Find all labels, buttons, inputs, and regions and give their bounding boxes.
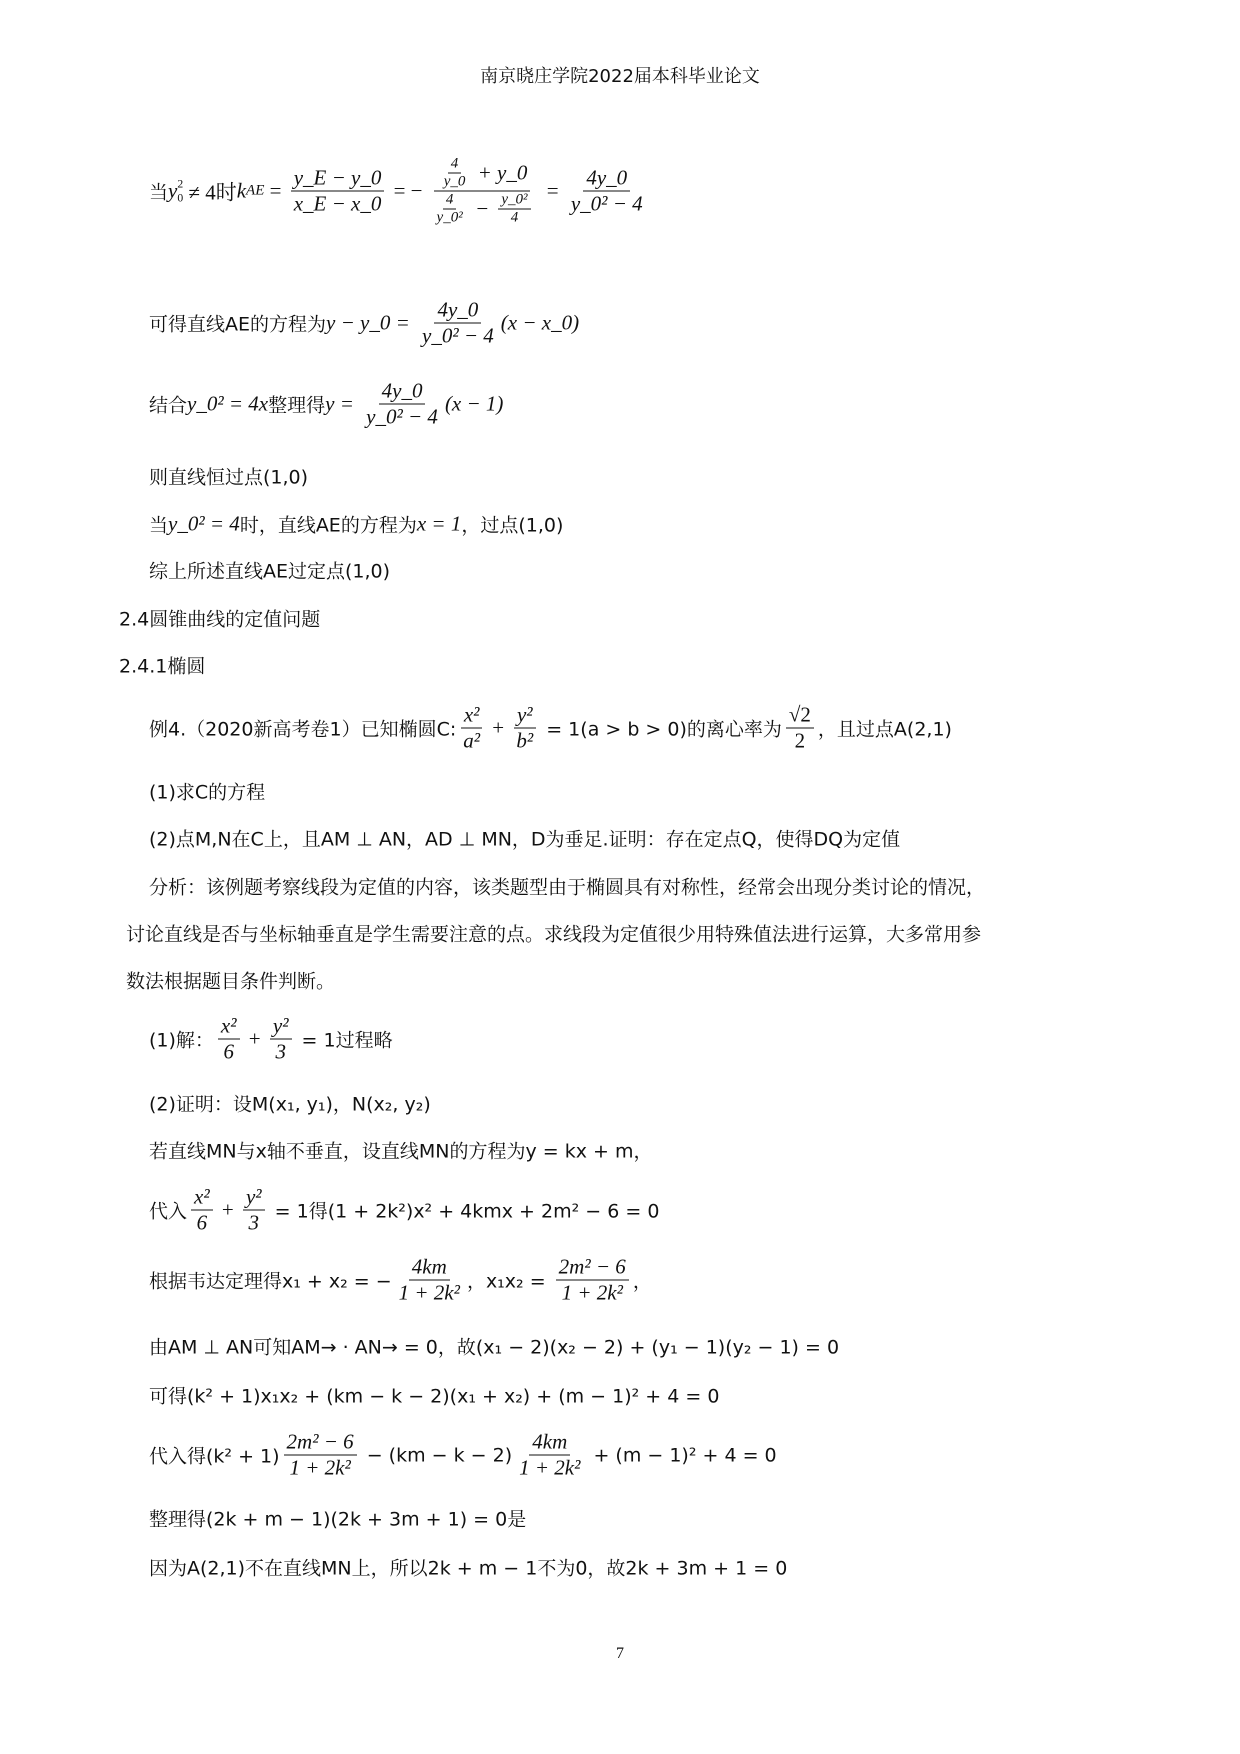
- page-header: 南京晓庄学院2022届本科毕业论文: [480, 66, 760, 87]
- text: 代入得(k² + 1): [149, 1445, 280, 1468]
- op: +: [487, 715, 510, 740]
- sub: AE: [246, 182, 265, 199]
- den: y_0² − 4: [422, 323, 494, 348]
- text: 时，直线AE的方程为: [239, 514, 417, 537]
- math: (x − x_0): [500, 310, 580, 335]
- den: 1 + 2k²: [289, 1455, 351, 1480]
- fraction: [460, 703, 483, 754]
- fraction: [568, 166, 646, 217]
- text: − (km − k − 2): [360, 1444, 513, 1466]
- fraction: [434, 192, 466, 227]
- num: x²: [461, 703, 483, 729]
- num: 4km: [529, 1430, 570, 1456]
- text-line: [149, 1255, 652, 1306]
- sup: 2: [177, 177, 184, 190]
- fraction: [498, 192, 530, 227]
- den: 3: [248, 1210, 260, 1235]
- text: 可得直线AE的方程为: [149, 313, 327, 336]
- den: a²: [463, 728, 481, 753]
- text-line: 由AM ⊥ AN可知AM→ · AN→ = 0，故(x₁ − 2)(x₂ − 2) + (y₁ − 1)(y₂ − 1) = 0: [149, 1336, 840, 1359]
- analysis-line: 分析：该例题考察线段为定值的内容，该类题型由于椭圆具有对称性，经常会出现分类讨论的情况，: [149, 876, 986, 899]
- fraction: [243, 1185, 265, 1236]
- text: 根据韦达定理得x₁ + x₂ = −: [149, 1270, 392, 1293]
- analysis-line: 讨论直线是否与坐标轴垂直是学生需要注意的点。求线段为定值很少用特殊值法进行运算，大多常用参: [126, 923, 982, 946]
- den: y_0² − 4: [570, 191, 643, 216]
- question-2: (2)点M,N在C上，且AM ⊥ AN，AD ⊥ MN，D为垂足.证明：存在定点Q，使得DQ为定值: [149, 828, 901, 851]
- text-line: [149, 1185, 659, 1236]
- text: −: [469, 196, 495, 221]
- math: y_0² = 4x: [187, 391, 269, 416]
- num: y²: [514, 703, 536, 729]
- text: 当: [149, 181, 169, 204]
- fraction: [291, 166, 385, 217]
- solution-1: [149, 1014, 393, 1065]
- den: 2: [794, 728, 806, 753]
- fraction: [218, 1014, 240, 1065]
- fraction: [396, 1255, 463, 1306]
- text: 代入: [149, 1200, 188, 1223]
- text-line: 综上所述直线AE过定点(1,0): [149, 560, 391, 583]
- compound-fraction: [427, 156, 538, 227]
- op: +: [216, 1197, 239, 1222]
- text: = 1得(1 + 2k²)x² + 4kmx + 2m² − 6 = 0: [268, 1200, 660, 1223]
- num: 2m² − 6: [556, 1255, 629, 1281]
- den: [427, 192, 538, 227]
- num: 4y_0: [434, 298, 481, 324]
- den: y_0²: [436, 209, 463, 226]
- text-line: 整理得(2k + m − 1)(2k + 3m + 1) = 0是: [149, 1508, 527, 1531]
- text: ，且过点A(2,1): [817, 718, 952, 741]
- num: 2m² − 6: [284, 1430, 357, 1456]
- fraction: [270, 1014, 292, 1065]
- sub: 0: [177, 191, 184, 204]
- text: ，x₁x₂ =: [466, 1270, 552, 1293]
- den: y_0² − 4: [366, 404, 438, 429]
- var: k: [236, 178, 247, 203]
- den: 6: [223, 1039, 234, 1064]
- num: 4: [443, 192, 457, 210]
- text: (1)解：: [149, 1029, 214, 1052]
- var: y: [168, 178, 178, 203]
- den: 3: [275, 1039, 286, 1064]
- math: y =: [325, 391, 360, 416]
- num: 4y_0: [583, 166, 630, 192]
- den: 6: [196, 1210, 208, 1235]
- text-line: 则直线恒过点(1,0): [149, 466, 309, 489]
- num: y_0²: [498, 192, 530, 210]
- num: x²: [218, 1014, 240, 1040]
- section-heading: 2.4圆锥曲线的定值问题: [119, 608, 321, 631]
- den: 4: [510, 209, 519, 226]
- text-line: [149, 511, 563, 538]
- text: 结合: [149, 394, 188, 417]
- text-line: [149, 1430, 777, 1481]
- text: ≠ 4时: [183, 180, 237, 204]
- num: 4y_0: [379, 379, 426, 405]
- text: 当: [149, 514, 169, 537]
- math: (x − 1): [444, 391, 504, 416]
- fraction: [419, 298, 497, 349]
- num: y_E − y_0: [291, 166, 385, 192]
- text: = 1过程略: [295, 1029, 393, 1052]
- text-line: 若直线MN与x轴不垂直，设直线MN的方程为y = kx + m，: [149, 1140, 653, 1163]
- num: x²: [191, 1185, 213, 1211]
- text: = 1(a > b > 0)的离心率为: [540, 718, 782, 741]
- subsection-heading: 2.4.1椭圆: [119, 655, 206, 678]
- fraction: [516, 1430, 583, 1481]
- num: y²: [270, 1014, 292, 1040]
- example-4: [149, 703, 952, 754]
- den: x_E − x_0: [293, 191, 382, 216]
- math: y − y_0 =: [326, 310, 415, 335]
- formula-slope-ae: [149, 156, 650, 227]
- fraction: [513, 703, 536, 754]
- num: 4: [448, 156, 462, 174]
- fraction: [441, 156, 469, 191]
- math: x = 1: [416, 511, 462, 536]
- text: ，过点(1,0): [461, 514, 564, 537]
- fraction: [786, 703, 814, 754]
- num: √2: [786, 703, 814, 729]
- eq: =: [541, 178, 564, 203]
- fraction: [363, 379, 441, 430]
- num: [434, 156, 531, 192]
- den: 1 + 2k²: [398, 1280, 460, 1305]
- text-line: 可得(k² + 1)x₁x₂ + (km − k − 2)(x₁ + x₂) + (m − 1)² + 4 = 0: [149, 1385, 720, 1408]
- text: + (m − 1)² + 4 = 0: [587, 1444, 777, 1466]
- op: +: [243, 1026, 266, 1051]
- text: 例4.（2020新高考卷1）已知椭圆C:: [149, 718, 457, 741]
- eq: =: [264, 178, 287, 203]
- eq: = −: [388, 178, 423, 203]
- analysis-line: 数法根据题目条件判断。: [126, 970, 336, 993]
- math: y_0² = 4: [168, 511, 240, 536]
- text: ，: [632, 1270, 652, 1293]
- den: 1 + 2k²: [519, 1455, 581, 1480]
- line-combined: [149, 379, 503, 430]
- line-ae-equation: [149, 298, 579, 349]
- fraction: [556, 1255, 629, 1306]
- text-line: (2)证明：设M(x₁, y₁)，N(x₂, y₂): [149, 1093, 431, 1116]
- den: y_0: [443, 173, 466, 190]
- num: 4km: [409, 1255, 450, 1281]
- fraction: [284, 1430, 357, 1481]
- text-line: 因为A(2,1)不在直线MN上，所以2k + m − 1不为0，故2k + 3m + 1 = 0: [149, 1557, 788, 1580]
- den: b²: [516, 728, 534, 753]
- num: y²: [243, 1185, 265, 1211]
- text: 整理得: [268, 394, 326, 417]
- den: 1 + 2k²: [561, 1280, 623, 1305]
- question-1: (1)求C的方程: [149, 781, 266, 804]
- page-number: 7: [616, 1645, 624, 1662]
- text: + y_0: [472, 160, 528, 185]
- fraction: [191, 1185, 213, 1236]
